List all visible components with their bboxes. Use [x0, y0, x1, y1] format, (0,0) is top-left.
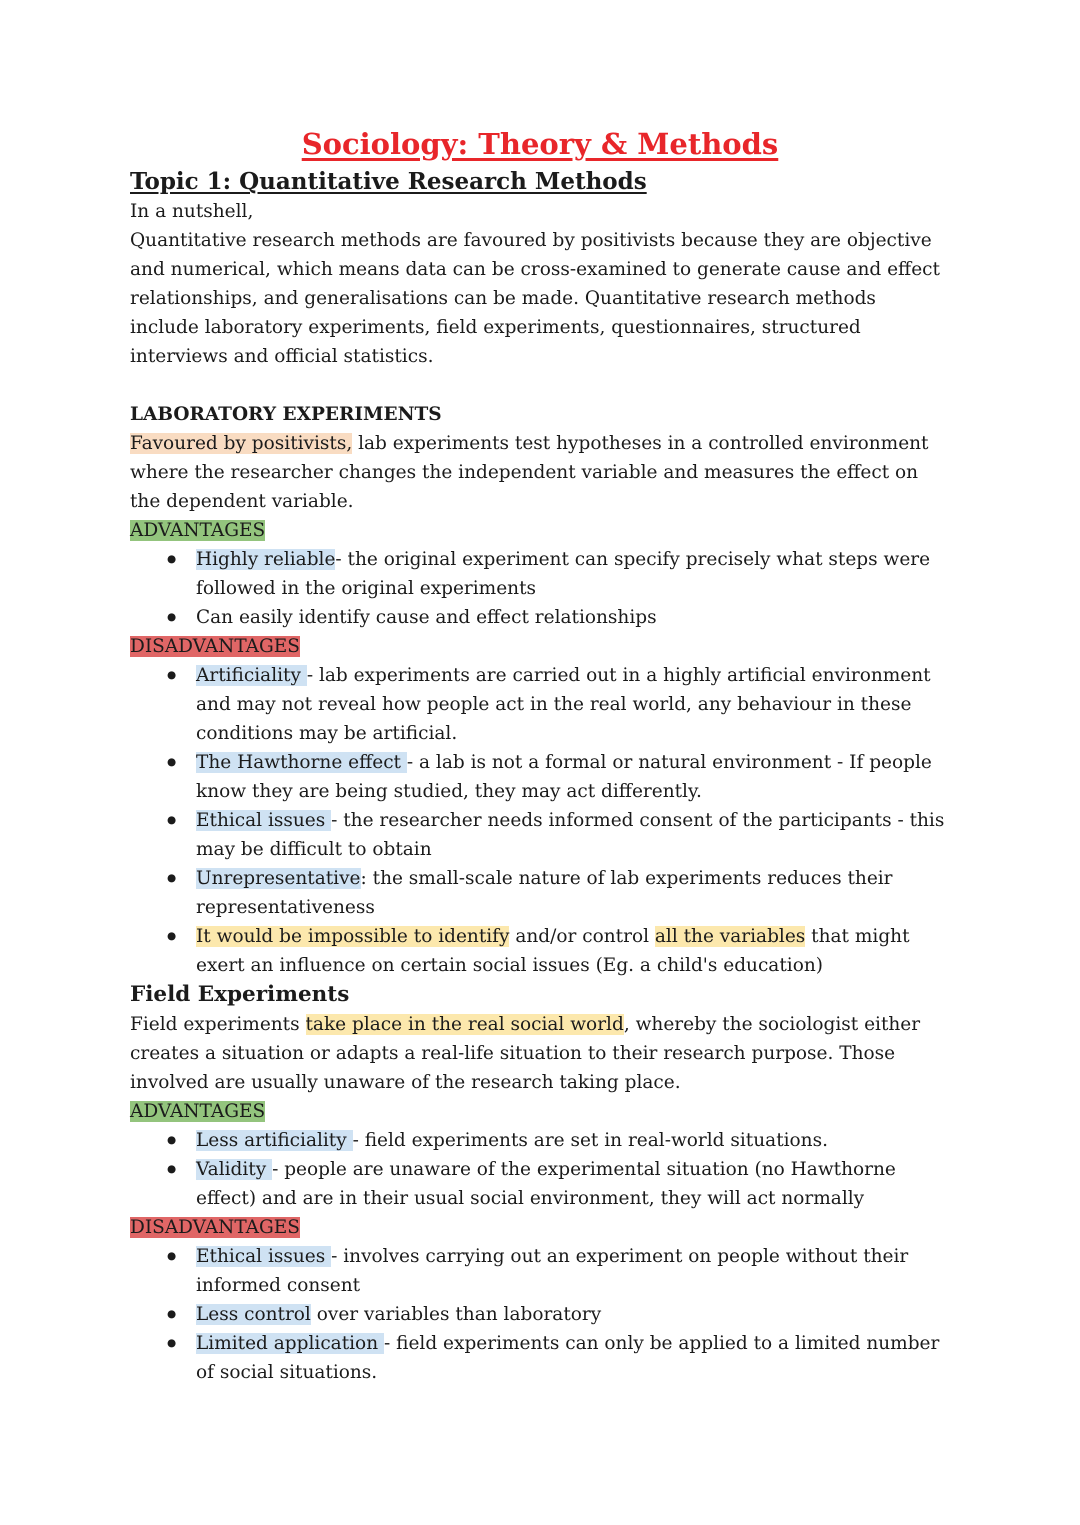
- text-run: over variables than laboratory: [310, 1304, 602, 1325]
- document-body: [130, 126, 950, 1387]
- bullet-item: [196, 806, 950, 864]
- text-run: - people are unaware of the experimental situation (no Hawthorne effect) and are in their usual social environment, they will act normally: [196, 1159, 896, 1209]
- text-run: - field experiments are set in real-world situations.: [352, 1130, 828, 1151]
- bullet-item: [196, 1300, 950, 1329]
- lab-disadvantages-list: [130, 661, 950, 980]
- bullet-item: [196, 864, 950, 922]
- intro-lead: [130, 197, 950, 226]
- highlighted-text: take place in the real social world: [305, 1014, 624, 1035]
- text-run: - the researcher needs informed consent of the participants - this may be difficult to obtain: [196, 810, 945, 860]
- highlighted-text: all the variables: [654, 926, 806, 947]
- lab-experiments-heading: [130, 400, 950, 429]
- bullet-item: [196, 1329, 950, 1387]
- highlighted-text: DISADVANTAGES: [130, 1217, 300, 1238]
- highlighted-text: Less control: [196, 1304, 311, 1325]
- text-run: Topic 1: Quantitative Research Methods: [130, 168, 647, 195]
- document-title: [130, 126, 950, 162]
- highlighted-text: Highly reliable: [196, 549, 336, 570]
- text-run: , whereby the sociologist either creates a situation or adapts a real-life situation to their research purpose. Those involved are usually unaware of the research taking place.: [130, 1014, 921, 1093]
- bullet-item: [196, 603, 950, 632]
- highlighted-text: It would be impossible to identify: [196, 926, 510, 947]
- topic-heading: [130, 166, 950, 197]
- bullet-item: [196, 1242, 950, 1300]
- text-run: : the small-scale nature of lab experiments reduces their representativeness: [196, 868, 893, 918]
- field-intro-paragraph: [130, 1010, 950, 1097]
- text-run: - involves carrying out an experiment on people without their informed consent: [196, 1246, 909, 1296]
- bullet-item: [196, 922, 950, 980]
- bullet-item: [196, 545, 950, 603]
- bullet-item: [196, 1155, 950, 1213]
- text-run: - field experiments can only be applied to a limited number of social situations.: [196, 1333, 940, 1383]
- highlighted-text: Less artificiality: [196, 1130, 353, 1151]
- text-run: that might exert an influence on certain social issues (Eg. a child's education): [196, 926, 910, 976]
- lab-intro-paragraph: [130, 429, 950, 516]
- highlighted-text: The Hawthorne effect: [196, 752, 407, 773]
- bullet-item: [196, 661, 950, 748]
- text-run: - lab experiments are carried out in a highly artificial environment and may not reveal how people act in the real world, any behaviour in these conditions may be artificial.: [196, 665, 931, 744]
- disadvantages-label: [130, 632, 950, 661]
- highlighted-text: Ethical issues: [196, 810, 332, 831]
- highlighted-text: DISADVANTAGES: [130, 636, 300, 657]
- highlighted-text: ADVANTAGES: [130, 1101, 266, 1122]
- text-run: LABORATORY EXPERIMENTS: [130, 404, 442, 425]
- text-run: - a lab is not a formal or natural environment - If people know they are being studied, they may act differently.: [196, 752, 932, 802]
- highlighted-text: Unrepresentative: [196, 868, 361, 889]
- highlighted-text: Ethical issues: [196, 1246, 332, 1267]
- disadvantages-label: [130, 1213, 950, 1242]
- bullet-item: [196, 748, 950, 806]
- text-run: Quantitative research methods are favoured by positivists because they are objective and numerical, which means data can be cross-examined to generate cause and effect relationships, and generalisations can be made. Quantitative research methods include laboratory experiments, field experiments, questionnaires, structured interviews and official statistics.: [130, 230, 940, 367]
- field-disadvantages-list: [130, 1242, 950, 1387]
- highlighted-text: ADVANTAGES: [130, 520, 266, 541]
- text-run: - the original experiment can specify precisely what steps were followed in the original experiments: [196, 549, 931, 599]
- highlighted-text: Limited application: [196, 1333, 384, 1354]
- field-experiments-heading: [130, 980, 950, 1010]
- advantages-label: [130, 1097, 950, 1126]
- field-advantages-list: [130, 1126, 950, 1213]
- bullet-item: [196, 1126, 950, 1155]
- highlighted-text: Artificiality: [196, 665, 307, 686]
- highlighted-text: Validity: [196, 1159, 273, 1180]
- text-run: Field Experiments: [130, 982, 350, 1007]
- blank-line: [130, 371, 950, 400]
- text-run: Sociology: Theory & Methods: [301, 127, 779, 161]
- intro-paragraph: [130, 226, 950, 371]
- text-run: In a nutshell,: [130, 201, 254, 222]
- advantages-label: [130, 516, 950, 545]
- lab-advantages-list: [130, 545, 950, 632]
- text-run: Can easily identify cause and effect relationships: [196, 607, 657, 628]
- text-run: Field experiments: [130, 1014, 306, 1035]
- highlighted-text: Favoured by positivists,: [130, 433, 353, 454]
- text-run: and/or control: [509, 926, 655, 947]
- text-run: lab experiments test hypotheses in a controlled environment where the researcher changes the independent variable and measures the effect on the dependent variable.: [130, 433, 929, 512]
